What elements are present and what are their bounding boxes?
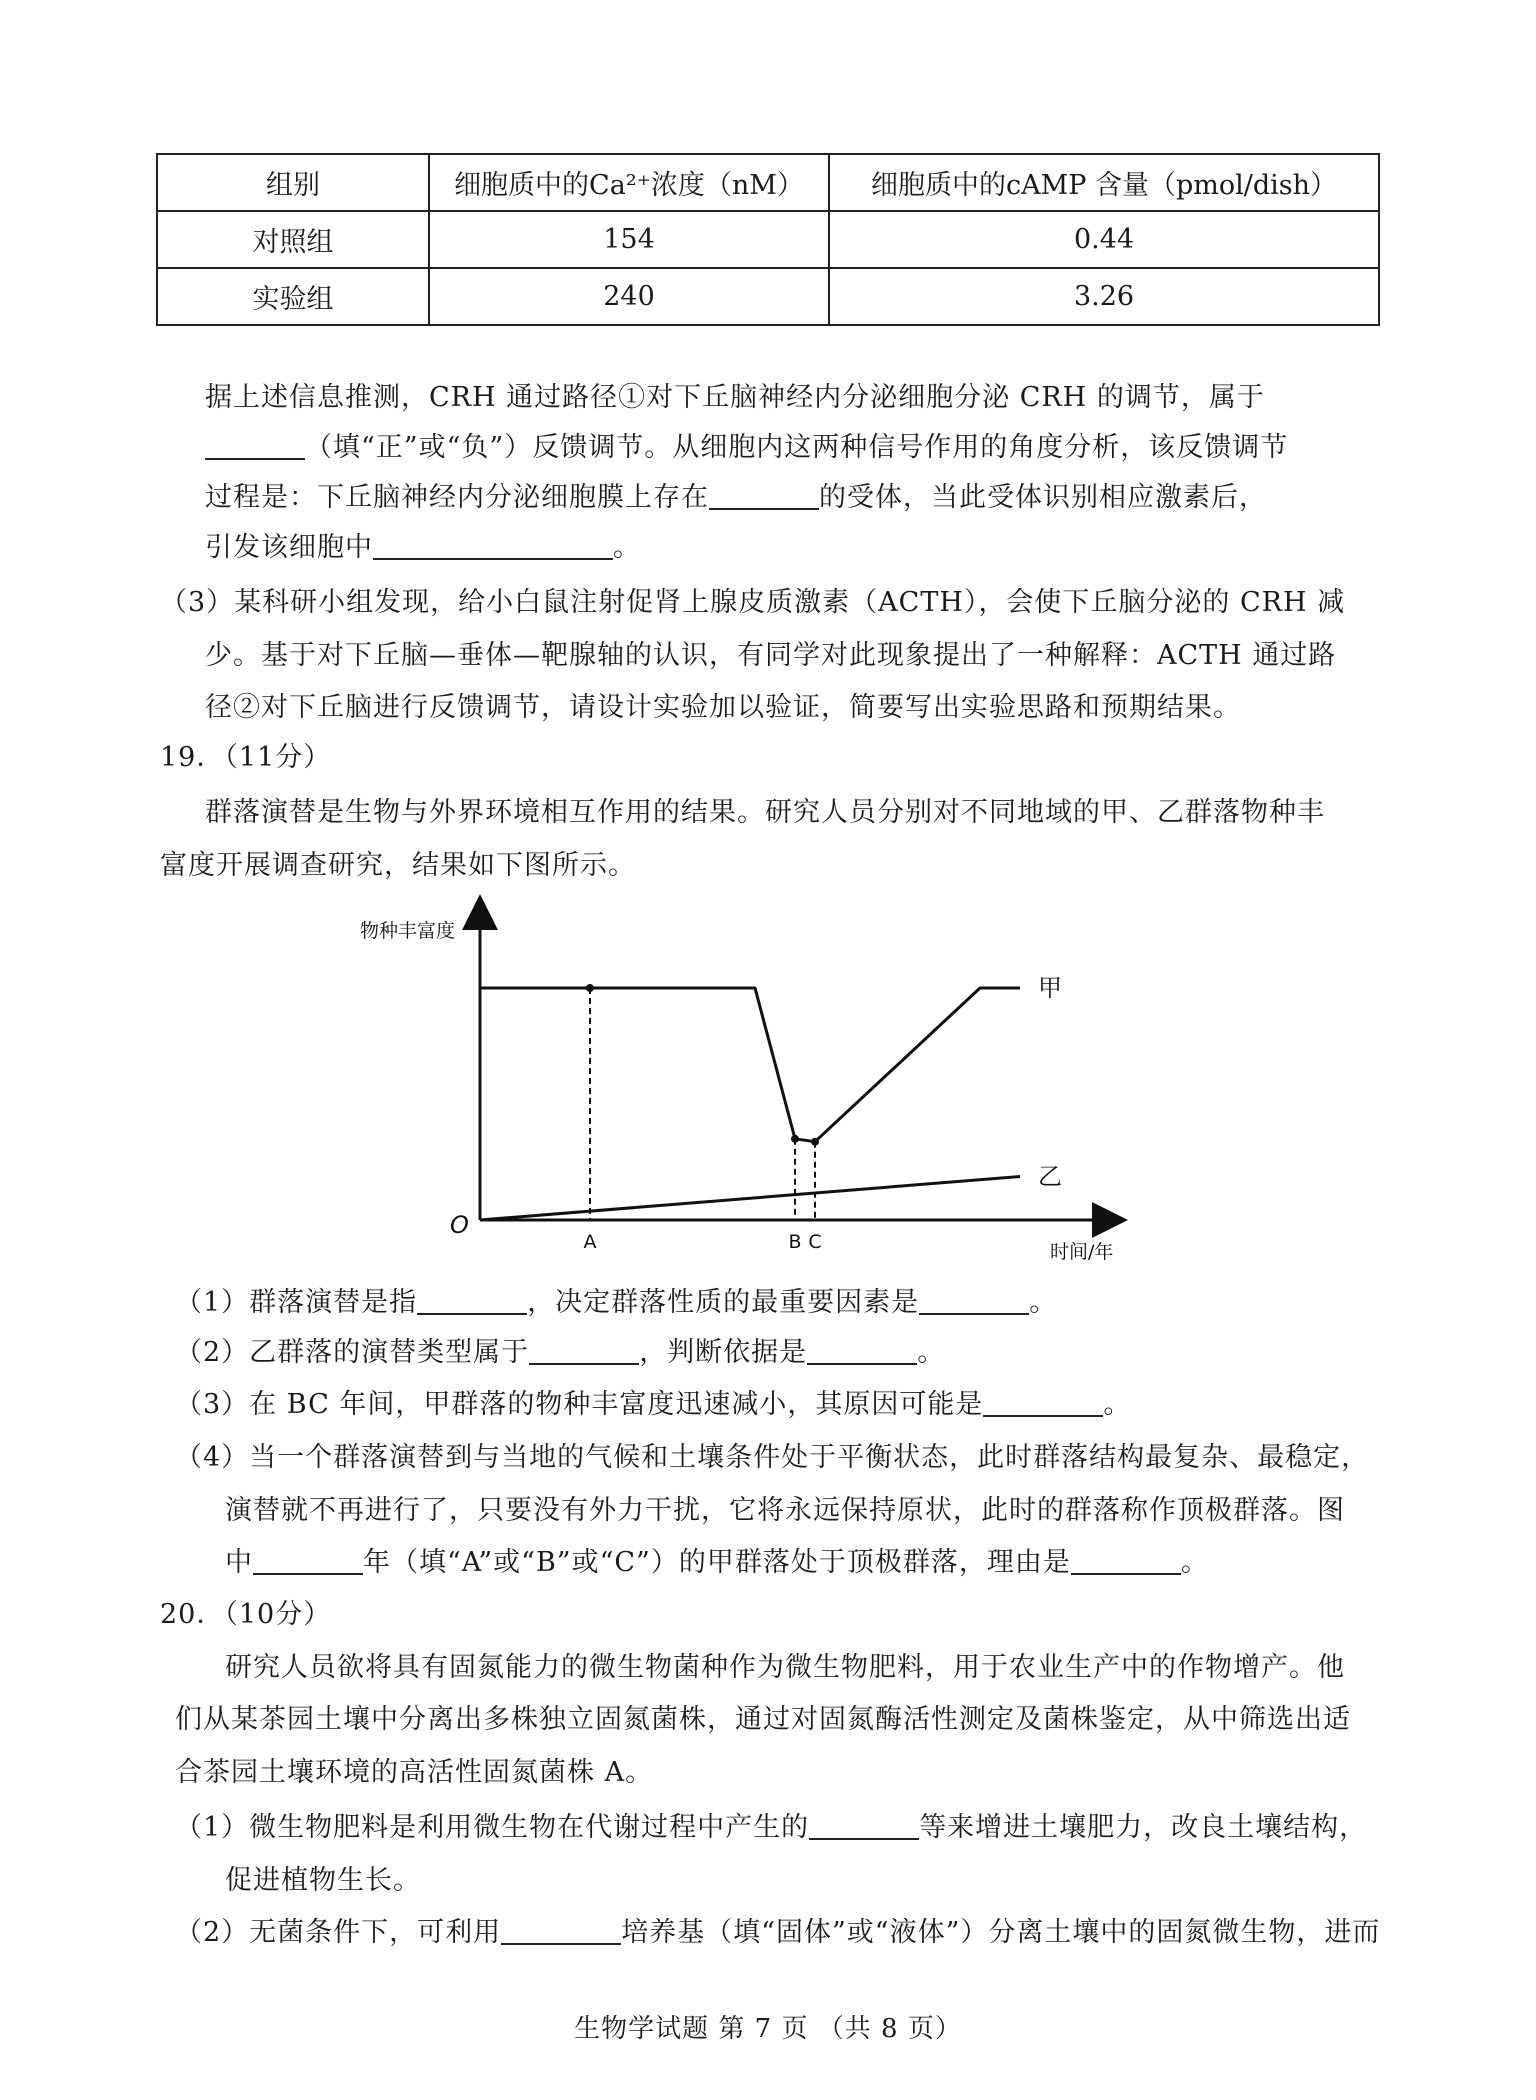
- answer-blank[interactable]: [417, 1286, 527, 1315]
- x-tick-label: C: [808, 1231, 822, 1253]
- q18-part3-line-1: （3）某科研小组发现，给小白鼠注射促肾上腺皮质激素（ACTH），会使下丘脑分泌的 CRH 减: [160, 587, 1346, 618]
- answer-blank[interactable]: [205, 431, 305, 460]
- data-table: [156, 153, 1380, 326]
- answer-blank[interactable]: [1071, 1546, 1181, 1575]
- q20-part2: [175, 1910, 1380, 1949]
- series-label-0: 甲: [1038, 974, 1062, 1002]
- answer-blank[interactable]: [807, 1336, 917, 1365]
- species-richness-chart: [360, 890, 1150, 1270]
- text: （1）群落演替是指: [175, 1287, 418, 1318]
- table-cell: 240: [429, 268, 829, 325]
- q18-line-3: [205, 475, 1267, 514]
- q19-part2: [175, 1330, 945, 1369]
- table-cell: 154: [429, 211, 829, 268]
- text: ，判断依据是: [639, 1337, 808, 1368]
- table-row: [157, 268, 1379, 325]
- q18-line-1: [205, 375, 1265, 414]
- x-tick-label: A: [583, 1231, 597, 1253]
- text: （1）微生物肥料是利用微生物在代谢过程中产生的: [175, 1812, 810, 1843]
- q20-part1-line-2: 促进植物生长。: [225, 1865, 421, 1896]
- text: 过程是：下丘脑神经内分泌细胞膜上存在: [205, 482, 709, 513]
- table-header-row: [157, 154, 1379, 211]
- y-axis-label: 物种丰富度: [360, 920, 456, 942]
- series-line-1: [480, 1177, 1020, 1221]
- q20-intro-3: 合茶园土壤环境的高活性固氮菌株 A。: [175, 1757, 654, 1788]
- table-cell: 3.26: [829, 268, 1379, 325]
- q18-line-4: [205, 525, 641, 564]
- q19-part4-line-1: （4）当一个群落演替到与当地的气候和土壤条件处于平衡状态，此时群落结构最复杂、最稳定，: [175, 1442, 1370, 1473]
- text: ，决定群落性质的最重要因素是: [527, 1287, 920, 1318]
- answer-blank[interactable]: [983, 1388, 1103, 1417]
- q18-part3-line-2: 少。基于对下丘脑—垂体—靶腺轴的认识，有同学对此现象提出了一种解释：ACTH 通过路: [205, 640, 1337, 671]
- table-cell: 对照组: [157, 211, 429, 268]
- text: 培养基（填“固体”或“液体”）分离土壤中的固氮微生物，进而: [621, 1917, 1381, 1948]
- series-line-0: [480, 988, 1020, 1142]
- text: （填“正”或“负”）反馈调节。从细胞内这两种信号作用的角度分析，该反馈调节: [305, 432, 1289, 463]
- q19-part1: [175, 1280, 1057, 1319]
- q18-line-2: [205, 425, 1288, 464]
- q19-part3: [175, 1382, 1131, 1421]
- text: （3）在 BC 年间，甲群落的物种丰富度迅速减小，其原因可能是: [175, 1389, 984, 1420]
- q19-intro-1: 群落演替是生物与外界环境相互作用的结果。研究人员分别对不同地域的甲、乙群落物种丰: [205, 797, 1325, 828]
- table-cell: 0.44: [829, 211, 1379, 268]
- q19-header: 19．（11分）: [160, 742, 332, 773]
- tick-layer: [584, 1231, 822, 1253]
- answer-blank[interactable]: [709, 481, 819, 510]
- table-header-cell: 组别: [157, 154, 429, 211]
- text: 。: [917, 1337, 946, 1368]
- q20-header: 20．（10分）: [160, 1599, 332, 1630]
- answer-blank[interactable]: [373, 531, 613, 560]
- x-axis-label: 时间/年: [1050, 1241, 1114, 1263]
- text: 。: [1180, 1547, 1209, 1578]
- x-tick-label: B: [788, 1231, 802, 1253]
- text: 。: [613, 532, 641, 563]
- q19-intro-2: 富度开展调查研究，结果如下图所示。: [160, 850, 636, 881]
- page-footer: 生物学试题 第 7 页 （共 8 页）: [574, 2014, 962, 2044]
- q19-part4-line-2: 演替就不再进行了，只要没有外力干扰，它将永远保持原状，此时的群落称作顶极群落。图: [225, 1495, 1345, 1526]
- text: （2）乙群落的演替类型属于: [175, 1337, 530, 1368]
- text: 的受体，当此受体识别相应激素后，: [819, 482, 1267, 513]
- text: 。: [1029, 1287, 1058, 1318]
- text: （2）无菌条件下，可利用: [175, 1917, 502, 1948]
- answer-blank[interactable]: [809, 1811, 919, 1840]
- text: 中: [225, 1547, 253, 1578]
- table-header-cell: 细胞质中的Ca²⁺浓度（nM）: [429, 154, 829, 211]
- answer-blank[interactable]: [253, 1546, 363, 1575]
- answer-blank[interactable]: [529, 1336, 639, 1365]
- answer-blank[interactable]: [501, 1916, 621, 1945]
- q20-part1: [175, 1805, 1367, 1844]
- answer-blank[interactable]: [919, 1286, 1029, 1315]
- q20-intro-2: 们从某茶园土壤中分离出多株独立固氮菌株，通过对固氮酶活性测定及菌株鉴定，从中筛选出适: [175, 1704, 1351, 1735]
- text: 等来增进土壤肥力，改良土壤结构，: [919, 1812, 1368, 1843]
- text: 据上述信息推测，CRH 通过路径①对下丘脑神经内分泌细胞分泌 CRH 的调节，属于: [205, 382, 1265, 413]
- table-cell: 实验组: [157, 268, 429, 325]
- text: 年（填“A”或“B”或“C”）的甲群落处于顶极群落，理由是: [363, 1547, 1071, 1578]
- table-row: [157, 211, 1379, 268]
- table-header-cell: 细胞质中的cAMP 含量（pmol/dish）: [829, 154, 1379, 211]
- text: 引发该细胞中: [205, 532, 373, 563]
- series-layer: [480, 974, 1062, 1220]
- q18-part3-line-3: 径②对下丘脑进行反馈调节，请设计实验加以验证，简要写出实验思路和预期结果。: [205, 692, 1241, 723]
- text: 。: [1103, 1389, 1132, 1420]
- q20-intro-1: 研究人员欲将具有固氮能力的微生物菌种作为微生物肥料，用于农业生产中的作物增产。他: [225, 1652, 1345, 1683]
- series-label-1: 乙: [1038, 1162, 1062, 1191]
- origin-label: O: [450, 1211, 469, 1239]
- q19-part4-line-3: [225, 1540, 1209, 1579]
